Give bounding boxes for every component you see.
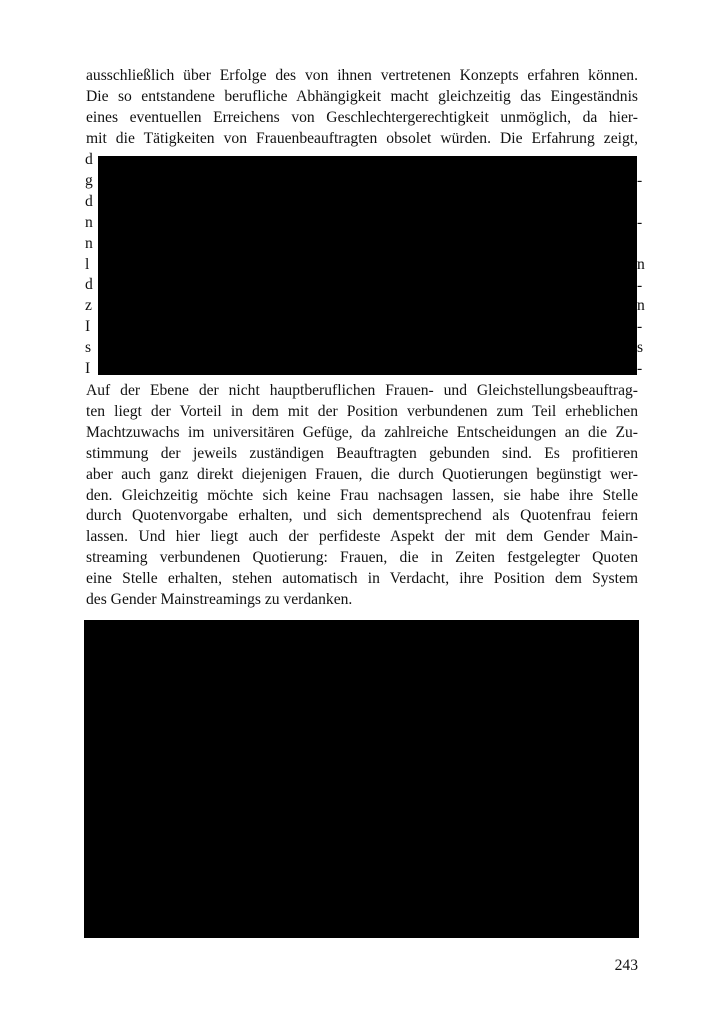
redaction-block xyxy=(98,156,637,375)
fragment-glyph: d xyxy=(85,151,93,168)
paragraph-main xyxy=(86,381,638,611)
text-line: stimmung der jeweils zuständigen Beauftragten gebunden sind. Es profitieren xyxy=(86,444,638,462)
text-line: Die so entstandene berufliche Abhängigkeit macht gleichzeitig das Eingeständnis xyxy=(86,87,638,105)
fragment-glyph: s xyxy=(637,339,644,357)
text-line: den. Gleichzeitig möchte sich keine Frau nachsagen lassen, sie habe ihre Stelle xyxy=(86,486,638,504)
fragment-glyph: d xyxy=(85,192,93,210)
fragment-glyph: - xyxy=(637,172,643,189)
text-line: durch Quotenvorgabe erhalten, und sich dementsprechend als Quotenfrau feiern xyxy=(86,507,638,525)
fragment-glyph: n xyxy=(637,297,645,315)
text-line: des Gender Mainstreamings zu verdanken. xyxy=(86,591,353,609)
fragment-glyph: l xyxy=(85,255,90,273)
right-edge-fragments xyxy=(637,171,647,380)
paragraph-top xyxy=(86,66,638,150)
fragment-glyph: z xyxy=(85,297,92,315)
text-line: streaming verbundenen Quotierung: Frauen, die in Zeiten festgelegter Quoten xyxy=(86,549,638,567)
text-line: lassen. Und hier liegt auch der perfideste Aspekt der mit dem Gender Main- xyxy=(86,528,638,546)
fragment-glyph: n xyxy=(85,213,93,231)
text-line: Auf der Ebene der nicht hauptberuflichen Frauen- und Gleichstellungsbeauftrag- xyxy=(86,382,638,399)
fragment-glyph: - xyxy=(637,213,643,231)
fragment-glyph: - xyxy=(637,360,643,378)
fragment-glyph: g xyxy=(85,171,93,189)
fragment-glyph: s xyxy=(85,339,92,357)
fragment-glyph: - xyxy=(637,318,643,336)
text-line: Machtzuwachs im universitären Gefüge, da zahlreiche Entscheidungen an die Zu- xyxy=(86,423,638,441)
fragment-glyph: I xyxy=(85,318,91,336)
fragment-glyph: d xyxy=(85,276,93,294)
fragment-glyph xyxy=(637,192,647,213)
fragment-glyph: I xyxy=(85,360,91,378)
text-line: ausschließlich über Erfolge des von ihnen vertretenen Konzepts erfahren können. xyxy=(86,67,638,84)
text-line: mit die Tätigkeiten von Frauenbeauftragten obsolet würden. Die Erfahrung zeigt, xyxy=(86,129,638,147)
fragment-glyph xyxy=(637,234,647,255)
left-edge-fragments xyxy=(85,150,97,380)
page-number: 243 xyxy=(614,957,638,974)
text-line: ten liegt der Vorteil in dem mit der Position verbundenen zum Teil erheblichen xyxy=(86,402,638,420)
redaction-block xyxy=(84,620,639,938)
text-line: aber auch ganz direkt diejenigen Frauen, die durch Quotierungen begünstigt wer- xyxy=(86,465,638,483)
text-line: eines eventuellen Erreichens von Geschlechtergerechtigkeit unmöglich, da hier- xyxy=(86,108,638,126)
fragment-glyph: n xyxy=(85,234,93,252)
text-line: eine Stelle erhalten, stehen automatisch in Verdacht, ihre Position dem System xyxy=(86,570,638,588)
fragment-glyph: n xyxy=(637,255,645,273)
fragment-glyph: - xyxy=(637,276,643,294)
